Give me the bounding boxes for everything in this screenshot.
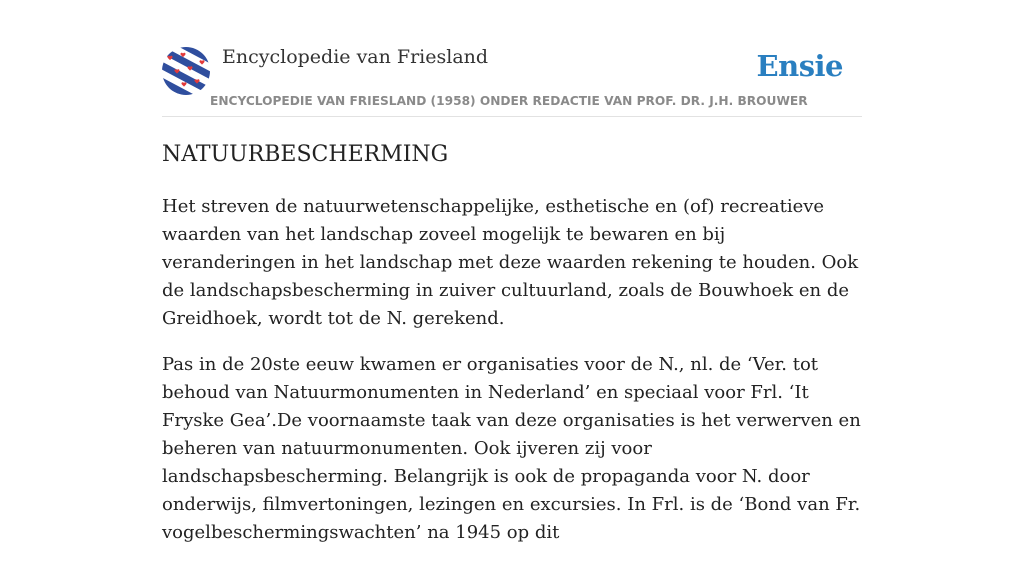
- site-header: [162, 44, 862, 117]
- article-headword: NATUURBESCHERMING: [162, 142, 449, 167]
- article-paragraph-1: Het streven de natuurwetenschappelijke, esthetische en (of) recreatieve waarden van het landschap zoveel mogelijk te bewaren en bij veranderingen in het landschap met deze waarden rekening te houden. Ook de landschapsbescherming in zuiver cultuurland, zoals de Bouwhoek en de Greidhoek, wordt tot de N. gerekend.: [162, 196, 859, 329]
- article-paragraph-2: Pas in de 20ste eeuw kwamen er organisaties voor de N., nl. de ‘Ver. tot behoud van Natuurmonumenten in Nederland’ en speciaal voor Frl. ‘It Fryske Gea’.De voornaamste taak van deze organisaties is het verwerven en beheren van natuurmonumenten. Ook ijveren zij voor landschapsbescherming. Belangrijk is ook de propaganda voor N. door onderwijs, filmvertoningen, lezingen en excursies. In Frl. is de ‘Bond van Fr. vogelbeschermingswachten’ na 1945 op dit: [162, 354, 861, 543]
- encyclopedia-subtitle: ENCYCLOPEDIE VAN FRIESLAND (1958) ONDER REDACTIE VAN PROF. DR. J.H. BROUWER: [210, 94, 808, 108]
- frisian-flag-logo-icon[interactable]: [162, 47, 210, 95]
- ensie-brand-link[interactable]: Ensie: [756, 49, 843, 83]
- site-title-link[interactable]: Encyclopedie van Friesland: [222, 46, 489, 68]
- article: [162, 140, 862, 565]
